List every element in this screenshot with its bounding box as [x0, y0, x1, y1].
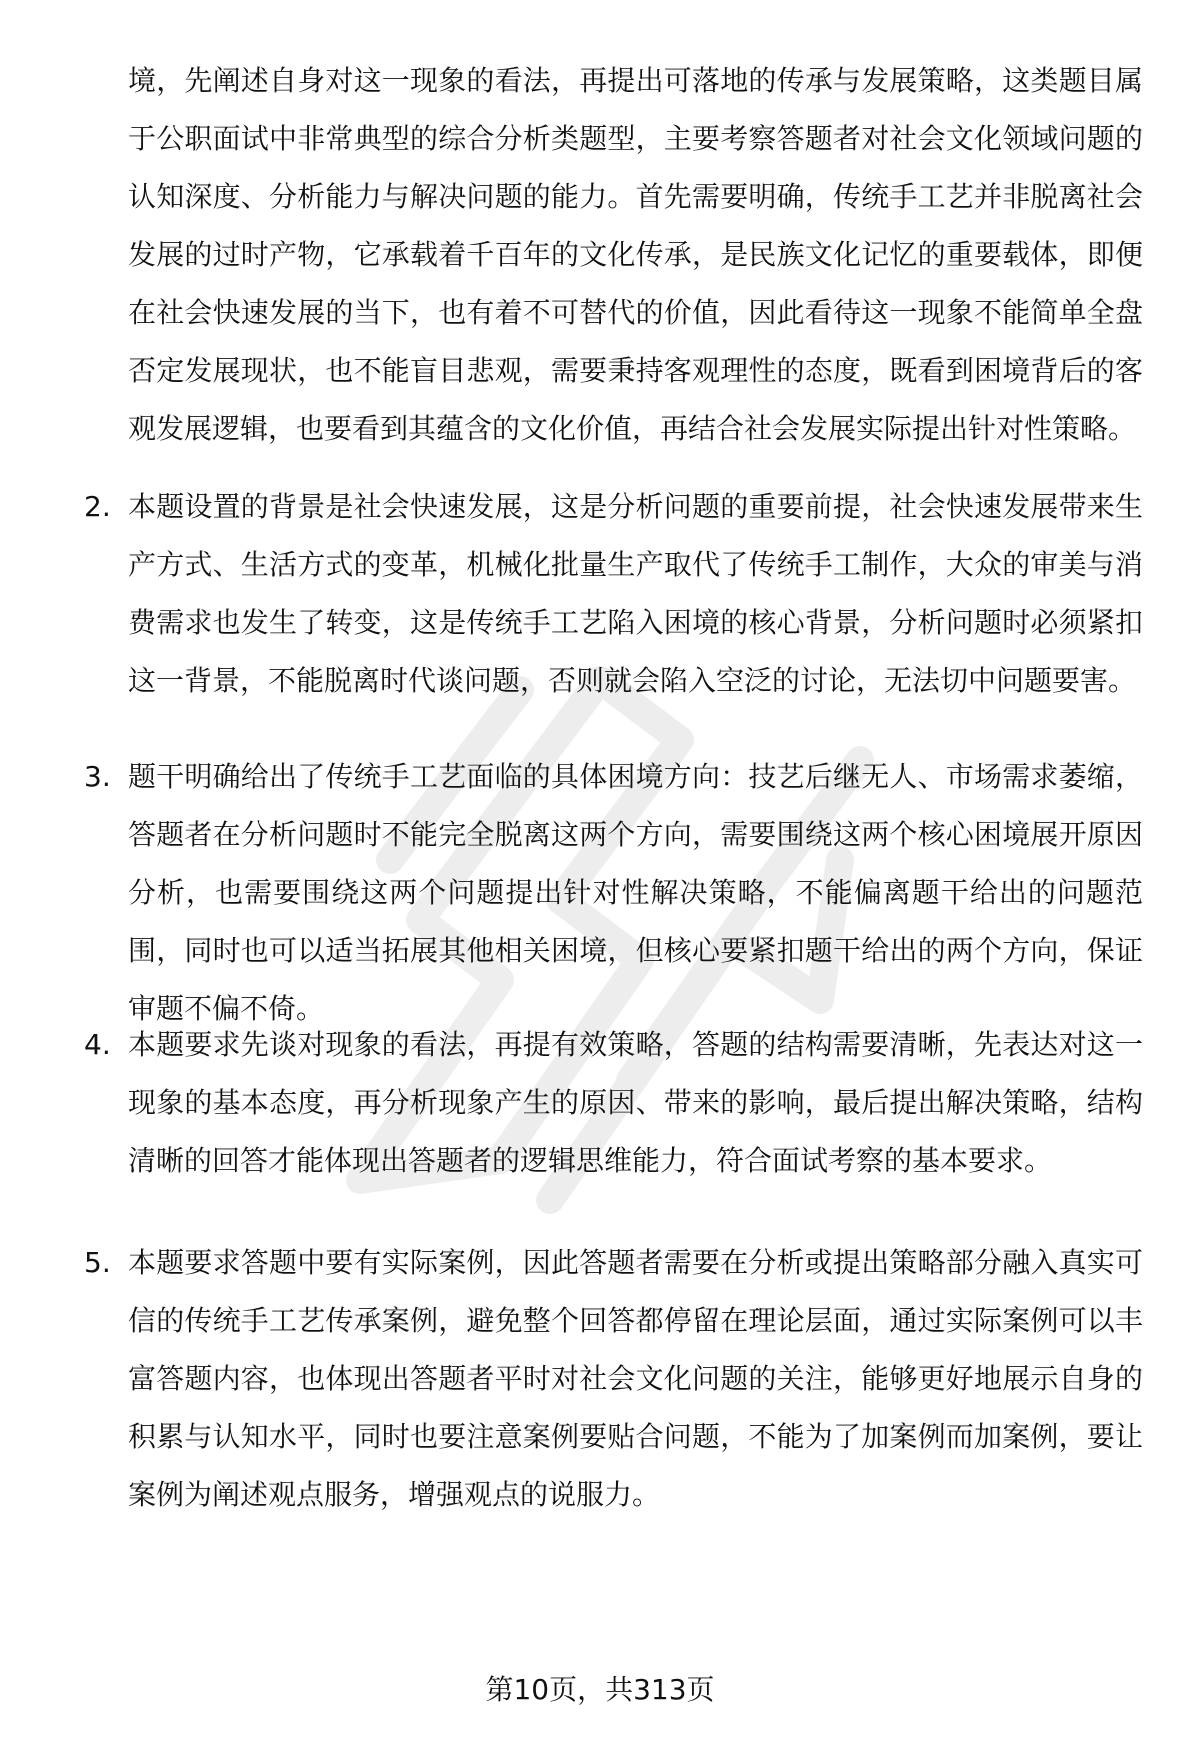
- list-item-3: [84, 748, 1143, 1038]
- page-number-footer: 第10页，共313页: [485, 1673, 715, 1706]
- list-item-5: [84, 1234, 1143, 1524]
- intro-paragraph: 境，先阐述自身对这一现象的看法，再提出可落地的传承与发展策略，这类题目属于公职面试中非常典型的综合分析类题型，主要考察答题者对社会文化领域问题的认知深度、分析能力与解决问题的能力。首先需要明确，传统手工艺并非脱离社会发展的过时产物，它承载着千百年的文化传承，是民族文化记忆的重要载体，即便在社会快速发展的当下，也有着不可替代的价值，因此看待这一现象不能简单全盘否定发展现状，也不能盲目悲观，需要秉持客观理性的态度，既看到困境背后的客观发展逻辑，也要看到其蕴含的文化价值，再结合社会发展实际提出针对性策略。: [128, 64, 1143, 445]
- list-item-number: 2.: [84, 490, 111, 523]
- list-item-number: 5.: [84, 1246, 111, 1279]
- list-item-2: [84, 478, 1143, 710]
- list-item-number: 3.: [84, 760, 111, 793]
- list-item-number: 4.: [84, 1028, 111, 1061]
- list-item-text: 本题要求先谈对现象的看法，再提有效策略，答题的结构需要清晰，先表达对这一现象的基本态度，再分析现象产生的原因、带来的影响，最后提出解决策略，结构清晰的回答才能体现出答题者的逻辑思维能力，符合面试考察的基本要求。: [128, 1028, 1143, 1177]
- list-item-text: 题干明确给出了传统手工艺面临的具体困境方向：技艺后继无人、市场需求萎缩，答题者在分析问题时不能完全脱离这两个方向，需要围绕这两个核心困境展开原因分析，也需要围绕这两个问题提出针对性解决策略，不能偏离题干给出的问题范围，同时也可以适当拓展其他相关困境，但核心要紧扣题干给出的两个方向，保证审题不偏不倚。: [128, 760, 1143, 1025]
- list-item-text: 本题设置的背景是社会快速发展，这是分析问题的重要前提，社会快速发展带来生产方式、生活方式的变革，机械化批量生产取代了传统手工制作，大众的审美与消费需求也发生了转变，这是传统手工艺陷入困境的核心背景，分析问题时必须紧扣这一背景，不能脱离时代谈问题，否则就会陷入空泛的讨论，无法切中问题要害。: [128, 490, 1143, 697]
- list-item-4: [84, 1016, 1143, 1190]
- list-item-text: 本题要求答题中要有实际案例，因此答题者需要在分析或提出策略部分融入真实可信的传统手工艺传承案例，避免整个回答都停留在理论层面，通过实际案例可以丰富答题内容，也体现出答题者平时对社会文化问题的关注，能够更好地展示自身的积累与认知水平，同时也要注意案例要贴合问题，不能为了加案例而加案例，要让案例为阐述观点服务，增强观点的说服力。: [128, 1246, 1143, 1511]
